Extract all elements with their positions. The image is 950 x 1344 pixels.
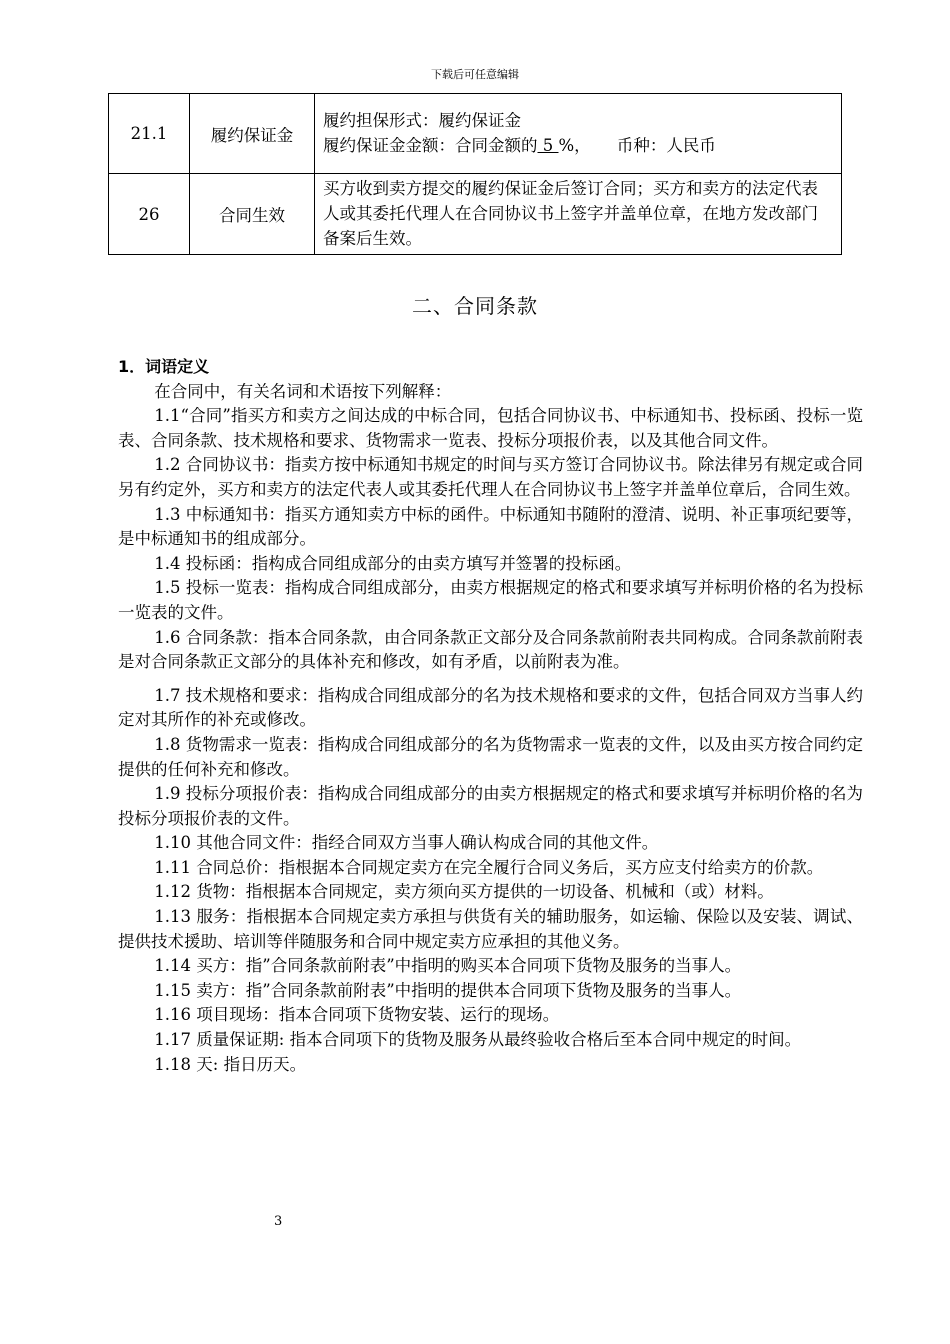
- clause-item: 1.13 服务：指根据本合同规定卖方承担与供货有关的辅助服务，如运输、保险以及安装、调试、提供技术援助、培训等伴随服务和合同中规定卖方应承担的其他义务。: [118, 907, 863, 951]
- clause-item: 1.16 项目现场：指本合同项下货物安装、运行的现场。: [154, 1005, 560, 1025]
- clause-item: 1.1“合同”指买方和卖方之间达成的中标合同，包括合同协议书、中标通知书、投标函、投标一览表、合同条款、技术规格和要求、货物需求一览表、投标分项报价表，以及其他合同文件。: [118, 406, 863, 450]
- clause-item: 1.5 投标一览表：指构成合同组成部分，由卖方根据规定的格式和要求填写并标明价格的名为投标一览表的文件。: [118, 578, 863, 622]
- clause-item: 1.14 买方：指”合同条款前附表”中指明的购买本合同项下货物及服务的当事人。: [154, 956, 742, 976]
- clause-item: 1.7 技术规格和要求：指构成合同组成部分的名为技术规格和要求的文件，包括合同双方当事人约定对其所作的补充或修改。: [118, 685, 863, 730]
- clause-item: 1.8 货物需求一览表：指构成合同组成部分的名为货物需求一览表的文件，以及由买方按合同约定提供的任何补充和修改。: [118, 734, 863, 779]
- amount-value: 5: [537, 136, 559, 155]
- clause-item: 1.11 合同总价：指根据本合同规定卖方在完全履行合同义务后，买方应支付给卖方的价款。: [154, 857, 824, 877]
- table-row: [109, 174, 842, 255]
- contract-front-table: [108, 93, 842, 255]
- clause-item: 1.17 质量保证期: 指本合同项下的货物及服务从最终验收合格后至本合同中规定的时间。: [154, 1030, 802, 1050]
- page-number: 3: [274, 1214, 283, 1229]
- table-row: [109, 94, 842, 174]
- clause-item: 1.18 天: 指日历天。: [154, 1054, 307, 1074]
- clause-number: 26: [109, 174, 190, 255]
- clause-item: 1.3 中标通知书：指买方通知卖方中标的函件。中标通知书随附的澄清、说明、补正事项纪要等，是中标通知书的组成部分。: [118, 504, 863, 549]
- clause-number: 21.1: [109, 94, 190, 174]
- clause-item: 1.15 卖方：指”合同条款前附表”中指明的提供本合同项下货物及服务的当事人。: [154, 980, 742, 1000]
- clause-item: 1.12 货物：指根据本合同规定，卖方须向买方提供的一切设备、机械和（或）材料。: [154, 882, 774, 902]
- clause-name: 合同生效: [190, 174, 315, 255]
- section-title: 二、合同条款: [412, 294, 538, 318]
- clause-intro: 在合同中，有关名词和术语按下列解释：: [154, 381, 452, 401]
- clause-item: 1.2 合同协议书：指卖方按中标通知书规定的时间与买方签订合同协议书。除法律另有规定或合同另有约定外，买方和卖方的法定代表人或其委托代理人在合同协议书上签字并盖单位章后，合同生效。: [118, 455, 863, 499]
- clause-name: 履约保证金: [190, 94, 315, 174]
- clause-heading: 1．词语定义: [118, 357, 210, 376]
- amount-prefix: 履约保证金金额：合同金额的: [323, 136, 538, 155]
- clause-item: 1.9 投标分项报价表：指构成合同组成部分的由卖方根据规定的格式和要求填写并标明价格的名为投标分项报价表的文件。: [118, 784, 863, 828]
- clauses-body: [118, 355, 863, 1077]
- clause-content: 买方收到卖方提交的履约保证金后签订合同；买方和卖方的法定代表人或其委托代理人在合同协议书上签字并盖单位章，在地方发改部门备案后生效。: [315, 174, 842, 255]
- guarantee-form-line: 履约担保形式：履约保证金: [323, 111, 521, 130]
- clause-item: 1.4 投标函：指构成合同组成部分的由卖方填写并签署的投标函。: [154, 553, 632, 573]
- clause-item: 1.6 合同条款：指本合同条款，由合同条款正文部分及合同条款前附表共同构成。合同条款前附表是对合同条款正文部分的具体补充和修改，如有矛盾，以前附表为准。: [118, 627, 863, 672]
- amount-suffix: %， 币种：人民币: [558, 136, 716, 155]
- page-header: 下载后可任意编辑: [431, 68, 519, 81]
- clause-content: [315, 94, 842, 174]
- clause-item: 1.10 其他合同文件：指经合同双方当事人确认构成合同的其他文件。: [154, 833, 659, 853]
- guarantee-amount-line: [323, 133, 831, 158]
